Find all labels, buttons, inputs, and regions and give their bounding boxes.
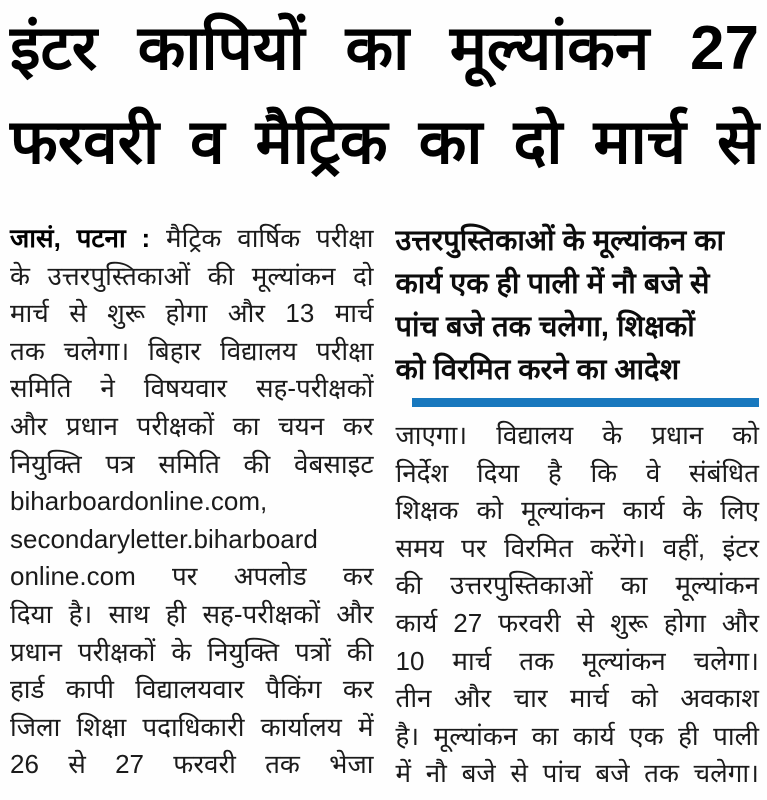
text-line: है। मूल्यांकन का कार्य एक ही पाली <box>395 720 759 751</box>
blue-divider-rule <box>412 398 760 407</box>
lead-text: मैट्रिक वार्षिक परीक्षा <box>166 223 374 253</box>
text-line: समय पर विरमित करेंगे। वहीं, इंटर <box>395 532 759 563</box>
text-line: जाएगा। विद्यालय के प्रधान को <box>395 420 759 450</box>
text-line: और प्रधान परीक्षकों का चयन कर <box>10 410 374 441</box>
text-line: तीन और चार मार्च को अवकाश <box>395 683 759 714</box>
text-line: दिया है। साथ ही सह-परीक्षकों और <box>10 598 374 629</box>
right-column-body <box>396 417 760 793</box>
text-line: समिति ने विषयवार सह-परीक्षकों <box>10 373 374 404</box>
text-line: को विरमित करने का आदेश <box>395 354 680 386</box>
text-line: में नौ बजे से पांच बजे तक चलेगा। <box>395 758 759 789</box>
subheading <box>396 220 760 392</box>
text-line: online.com पर अपलोड कर <box>10 561 374 592</box>
text-line: कार्य 27 फरवरी से शुरू होगा और <box>395 607 759 638</box>
text-line: प्रधान परीक्षकों के नियुक्ति पत्रों की <box>10 636 374 667</box>
article-columns <box>10 220 759 793</box>
right-column <box>396 220 760 793</box>
text-line: biharboardonline.com, <box>10 486 268 517</box>
left-column <box>10 220 374 793</box>
text-line: फरवरी व मैट्रिक का दो मार्च से <box>10 108 759 177</box>
left-column-body <box>10 258 374 784</box>
text-line: के उत्तरपुस्तिकाओं की मूल्यांकन दो <box>10 260 374 291</box>
text-line: निर्देश दिया है कि वे संबंधित <box>395 457 759 488</box>
dateline: जासं, पटना : <box>10 223 151 253</box>
text-line: secondaryletter.biharboard <box>10 523 318 554</box>
text-line: नियुक्ति पत्र समिति की वेबसाइट <box>10 448 374 479</box>
headline <box>10 2 759 190</box>
text-line: कार्य एक ही पाली में नौ बजे से <box>395 268 710 300</box>
text-line: मार्च से शुरू होगा और 13 मार्च <box>10 298 374 329</box>
text-line: की उत्तरपुस्तिकाओं का मूल्यांकन <box>395 570 759 601</box>
text-line: इंटर कापियों का मूल्यांकन 27 <box>10 14 759 83</box>
lead-line <box>10 220 374 258</box>
text-line: तक चलेगा। बिहार विद्यालय परीक्षा <box>10 335 374 366</box>
text-line: जिला शिक्षा पदाधिकारी कार्यालय में <box>10 711 374 742</box>
text-line: उत्तरपुस्तिकाओं के मूल्यांकन का <box>395 225 725 257</box>
text-line: हार्ड कापी विद्यालयवार पैकिंग कर <box>10 674 374 705</box>
text-line: 26 से 27 फरवरी तक भेजा <box>10 749 374 780</box>
text-line: 10 मार्च तक मूल्यांकन चलेगा। <box>395 645 759 676</box>
text-line: पांच बजे तक चलेगा, शिक्षकों <box>395 311 695 343</box>
text-line: शिक्षक को मूल्यांकन कार्य के लिए <box>395 495 759 526</box>
